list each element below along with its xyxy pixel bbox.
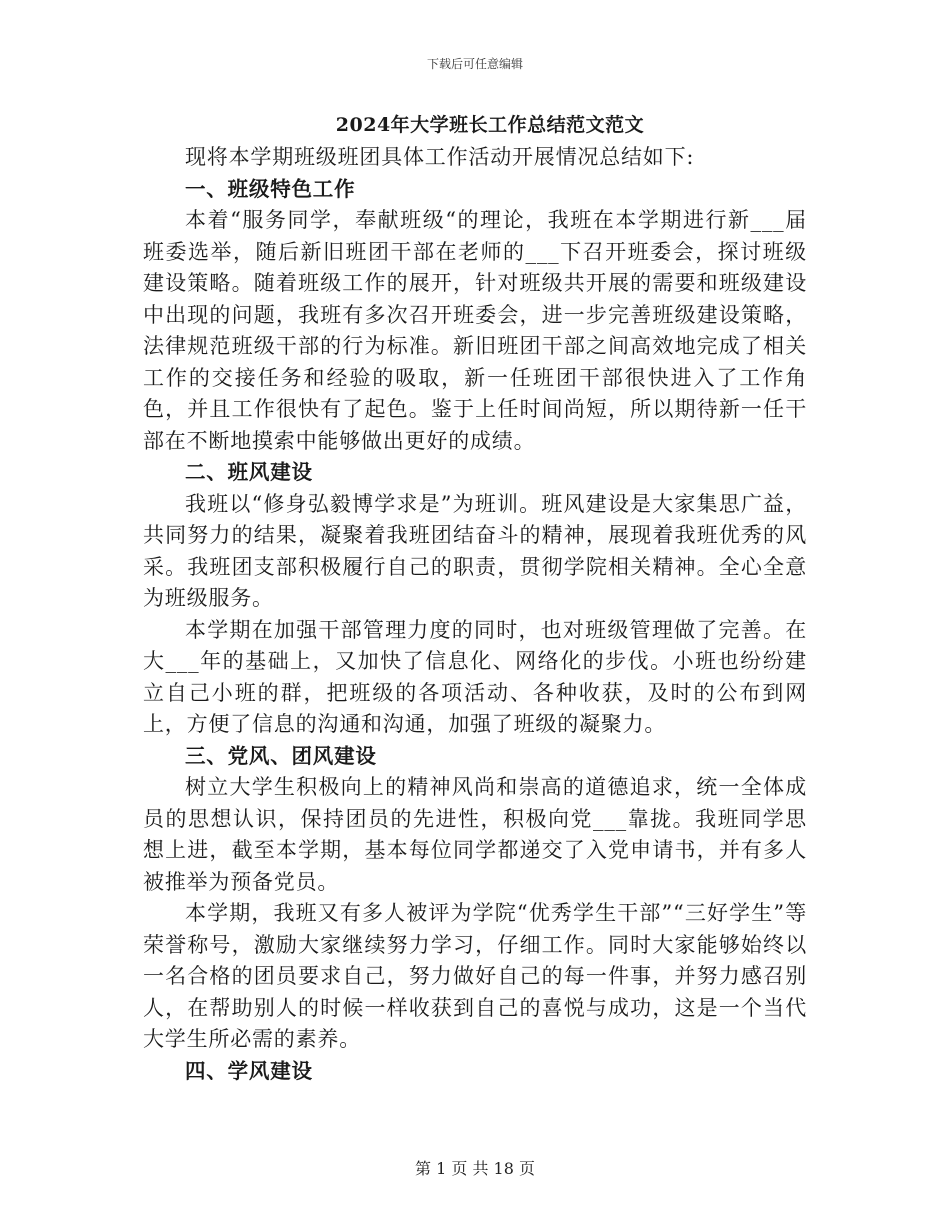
paragraph-section-3a: 树立大学生积极向上的精神风尚和崇高的道德追求，统一全体成员的思想认识，保持团员的先进性，积极向党___靠拢。我班同学思想上进，截至本学期，基本每位同学都递交了入党申请书，并有多人被推举为预备党员。 (143, 775, 807, 894)
page-indicator: 第 1 页 共 18 页 (415, 1159, 535, 1178)
paragraph-section-2b: 本学期在加强干部管理力度的同时，也对班级管理做了完善。在大___年的基础上，又加快了信息化、网络化的步伐。小班也纷纷建立自己小班的群，把班级的各项活动、各种收获，及时的公布到网上，方便了信息的沟通和沟通，加强了班级的凝聚力。 (143, 617, 807, 736)
header-note: 下载后可任意编辑 (426, 57, 523, 71)
paragraph-section-1: 本着“服务同学，奉献班级“的理论，我班在本学期进行新___届班委选举，随后新旧班团干部在老师的___下召开班委会，探讨班级建设策略。随着班级工作的展开，针对班级共开展的需要和班级建设中出现的问题，我班有多次召开班委会，进一步完善班级建设策略，法律规范班级干部的行为标准。新旧班团干部之间高效地完成了相关工作的交接任务和经验的吸取，新一任班团干部很快进入了工作角色，并且工作很快有了起色。鉴于上任时间尚短，所以期待新一任干部在不断地摸索中能够做出更好的成绩。 (143, 208, 807, 453)
paragraph-section-2a: 我班以“修身弘毅博学求是”为班训。班风建设是大家集思广益，共同努力的结果，凝聚着我班团结奋斗的精神，展现着我班优秀的风采。我班团支部积极履行自己的职责，贯彻学院相关精神。全心全意为班级服务。 (143, 491, 807, 610)
document-body (143, 108, 807, 1087)
document-title: 2024年大学班长工作总结范文范文 (335, 114, 645, 136)
paragraph-intro: 现将本学期班级班团具体工作活动开展情况总结如下: (185, 145, 695, 169)
paragraph-section-3b: 本学期，我班又有多人被评为学院“优秀学生干部”“三好学生”等荣誉称号，激励大家继续努力学习，仔细工作。同时大家能够始终以一名合格的团员要求自己，努力做好自己的每一件事，并努力感召别人，在帮助别人的时候一样收获到自己的喜悦与成功，这是一个当代大学生所必需的素养。 (143, 901, 807, 1051)
section-heading-3: 三、党风、团风建设 (185, 743, 377, 768)
section-heading-2: 二、班风建设 (185, 460, 313, 484)
section-heading-4: 四、学风建设 (185, 1058, 313, 1083)
section-heading-1: 一、班级特色工作 (185, 176, 356, 201)
